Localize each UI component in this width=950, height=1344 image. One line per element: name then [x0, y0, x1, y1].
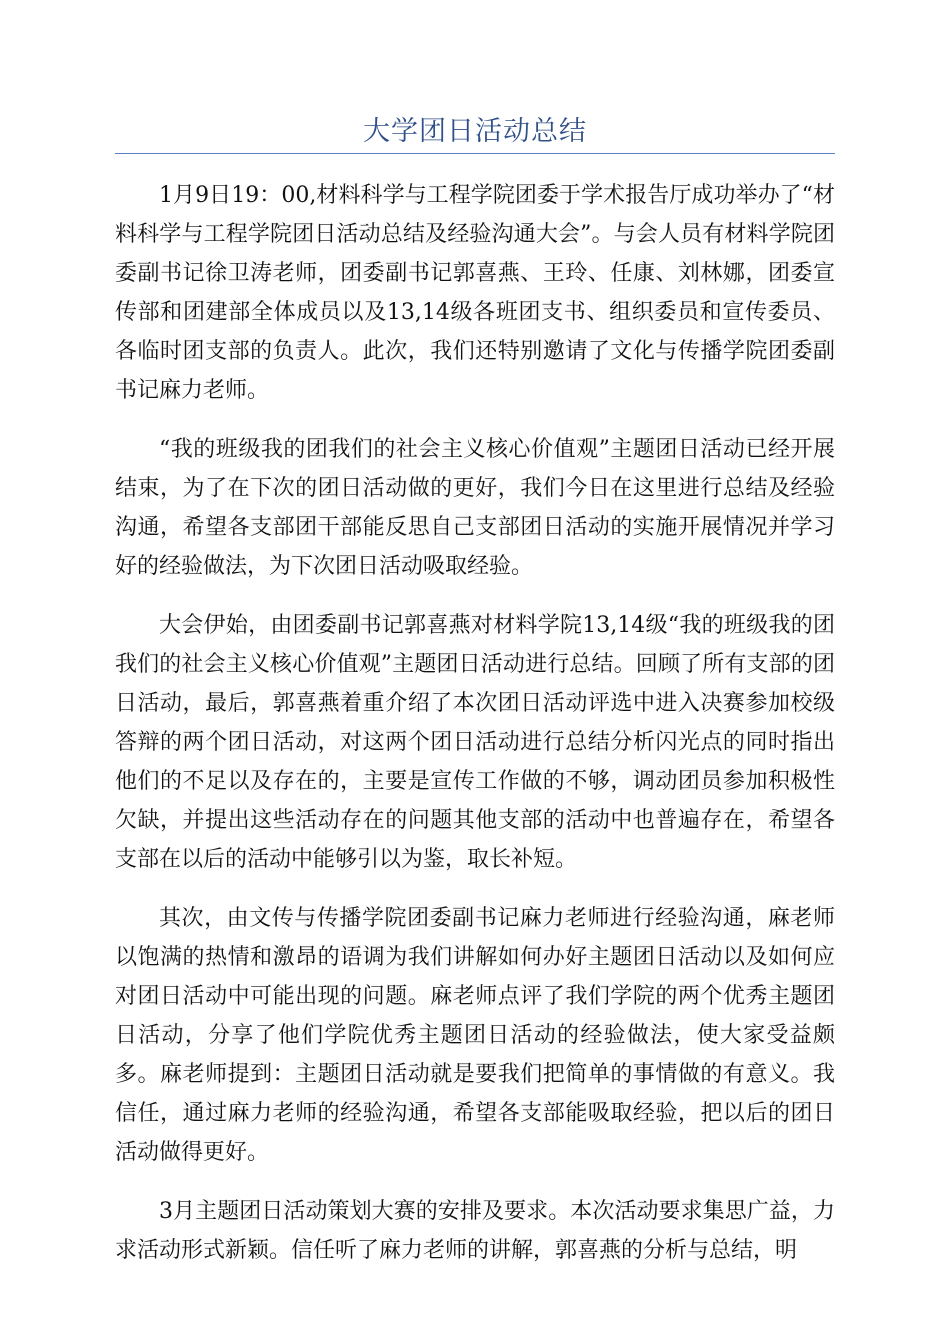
title-underline — [115, 153, 835, 154]
paragraph-5: 3月主题团日活动策划大赛的安排及要求。本次活动要求集思广益，力求活动形式新颖。信任听了麻力老师的讲解，郭喜燕的分析与总结，明 — [115, 1199, 835, 1263]
paragraph-2: “我的班级我的团我们的社会主义核心价值观”主题团日活动已经开展结束，为了在下次的团日活动做的更好，我们今日在这里进行总结及经验沟通，希望各支部团干部能反思自己支部团日活动的实施开展情况并学习好的经验做法，为下次团日活动吸取经验。 — [115, 437, 835, 579]
document-body — [115, 176, 835, 1290]
paragraph-1: 1月9日19：00,材料科学与工程学院团委于学术报告厅成功举办了“材料科学与工程学院团日活动总结及经验沟通大会”。与会人员有材料学院团委副书记徐卫涛老师，团委副书记郭喜燕、王玲、任康、刘林娜，团委宣传部和团建部全体成员以及13,14级各班团支书、组织委员和宣传委员、各临时团支部的负责人。此次，我们还特别邀请了文化与传播学院团委副书记麻力老师。 — [115, 183, 835, 403]
paragraph-4: 其次，由文传与传播学院团委副书记麻力老师进行经验沟通，麻老师以饱满的热情和激昂的语调为我们讲解如何办好主题团日活动以及如何应对团日活动中可能出现的问题。麻老师点评了我们学院的两个优秀主题团日活动，分享了他们学院优秀主题团日活动的经验做法，使大家受益颇多。麻老师提到：主题团日活动就是要我们把简单的事情做的有意义。我信任，通过麻力老师的经验沟通，希望各支部能吸取经验，把以后的团日活动做得更好。 — [115, 906, 835, 1165]
document-title: 大学团日活动总结 — [363, 116, 587, 147]
paragraph-3: 大会伊始，由团委副书记郭喜燕对材料学院13,14级“我的班级我的团我们的社会主义核心价值观”主题团日活动进行总结。回顾了所有支部的团日活动，最后，郭喜燕着重介绍了本次团日活动评选中进入决赛参加校级答辩的两个团日活动，对这两个团日活动进行总结分析闪光点的同时指出他们的不足以及存在的，主要是宣传工作做的不够，调动团员参加积极性欠缺，并提出这些活动存在的问题其他支部的活动中也普遍存在，希望各支部在以后的活动中能够引以为鉴，取长补短。 — [115, 613, 835, 872]
